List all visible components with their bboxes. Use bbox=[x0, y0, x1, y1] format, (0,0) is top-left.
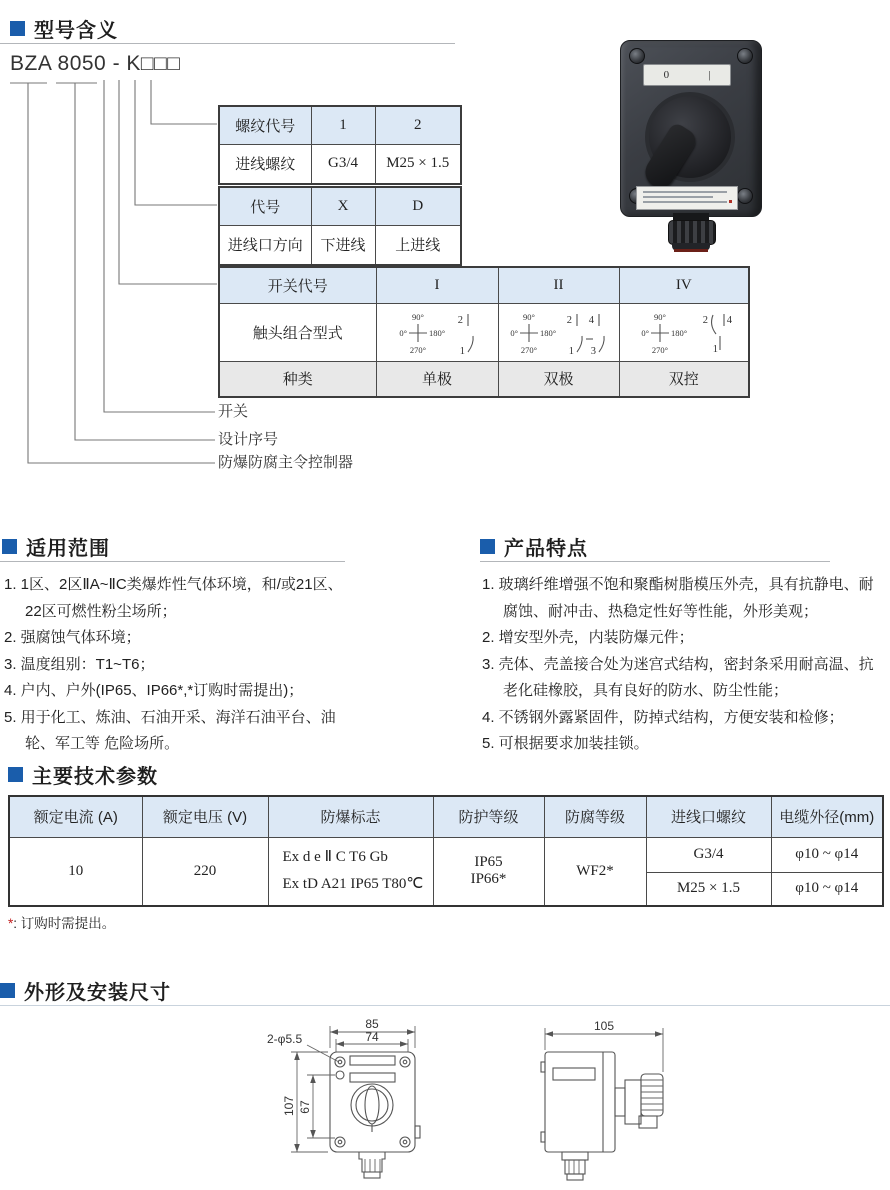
screw-icon bbox=[737, 48, 753, 64]
svg-text:0°: 0° bbox=[509, 328, 518, 338]
table-row bbox=[9, 837, 883, 872]
value-ip-rating bbox=[433, 837, 544, 906]
section-scope-rule bbox=[0, 561, 345, 562]
header-rated-voltage: 额定电压 (V) bbox=[142, 796, 268, 837]
switch-position-plate bbox=[643, 64, 731, 86]
header-rated-current: 额定电流 (A) bbox=[9, 796, 142, 837]
kind-double: 双极 bbox=[498, 361, 619, 397]
thread-code-table bbox=[218, 105, 462, 185]
value-cable-1: φ10 ~ φ14 bbox=[771, 837, 883, 872]
section-dimensions-rule bbox=[0, 1005, 890, 1006]
switch-code-2: II bbox=[498, 267, 619, 303]
inlet-direction-label: 进线口方向 bbox=[219, 225, 311, 265]
contact-type-label: 触头组合型式 bbox=[219, 303, 376, 361]
svg-text:3: 3 bbox=[590, 346, 596, 357]
svg-text:1: 1 bbox=[459, 346, 465, 357]
svg-text:90°: 90° bbox=[653, 312, 666, 322]
table-row bbox=[219, 144, 461, 184]
model-code: BZA 8050 - K□□□ bbox=[10, 52, 181, 75]
table-row bbox=[219, 303, 749, 361]
svg-text:0°: 0° bbox=[641, 328, 649, 338]
header-ex-mark: 防爆标志 bbox=[268, 796, 433, 837]
product-photo bbox=[616, 40, 768, 255]
footnote-text: : 订购时需提出。 bbox=[13, 916, 116, 931]
thread-code-2: 2 bbox=[375, 106, 461, 144]
value-ex-mark bbox=[268, 837, 433, 906]
list-item: 4. 户内、户外(IP65、IP66*,*订购时需提出)； bbox=[4, 682, 304, 699]
section-params-title: 主要技术参数 bbox=[32, 766, 158, 788]
kind-single: 单极 bbox=[376, 361, 498, 397]
inlet-direction-up: 上进线 bbox=[375, 225, 461, 265]
value-thread-1: G3/4 bbox=[646, 837, 771, 872]
direction-code-x: X bbox=[311, 187, 375, 225]
list-item: 1. 玻璃纤维增强不饱和聚酯树脂模压外壳，具有抗静电、耐腐蚀、耐冲击、热稳定性好等性能，外形美观； bbox=[482, 576, 874, 620]
contact-symbol-two-way bbox=[694, 306, 734, 358]
dim-inner-width: 74 bbox=[365, 1030, 379, 1044]
header-cable-od: 电缆外径(mm) bbox=[771, 796, 883, 837]
section-scope-header bbox=[2, 532, 110, 561]
angle-cross-diagram bbox=[503, 306, 561, 358]
list-item: 1. 1区、2区ⅡA~ⅡC类爆炸性气体环境，和/或21区、22区可燃性粉尘场所； bbox=[4, 576, 343, 620]
side-view-drawing bbox=[500, 1012, 715, 1190]
label-design-no: 设计序号 bbox=[218, 431, 279, 448]
section-scope-title: 适用范围 bbox=[26, 538, 110, 560]
list-item: 4. 不锈钢外露紧固件，防掉式结构，方便安装和检修； bbox=[482, 708, 844, 726]
plate-position-0: 0 bbox=[663, 69, 670, 81]
scope-list bbox=[4, 572, 356, 758]
svg-text:270°: 270° bbox=[409, 345, 427, 355]
header-corrosion-rating: 防腐等级 bbox=[544, 796, 646, 837]
contact-diagram-cell-1 bbox=[376, 303, 498, 361]
ip-line-2: IP66* bbox=[470, 871, 507, 888]
switch-code-table bbox=[218, 266, 750, 398]
svg-text:180°: 180° bbox=[670, 328, 687, 338]
section-model-title: 型号含义 bbox=[34, 20, 118, 42]
label-switch: 开关 bbox=[218, 403, 249, 420]
dim-outer-height: 107 bbox=[282, 1095, 296, 1117]
table-row bbox=[219, 225, 461, 265]
angle-cross-diagram bbox=[392, 306, 450, 358]
footnote-asterisk: * bbox=[8, 916, 14, 931]
header-ip-rating: 防护等级 bbox=[433, 796, 544, 837]
section-features-header bbox=[480, 532, 588, 561]
svg-text:180°: 180° bbox=[539, 328, 556, 338]
table-row bbox=[219, 267, 749, 303]
plate-position-1: | bbox=[708, 69, 711, 81]
section-dimensions-title: 外形及安装尺寸 bbox=[24, 982, 171, 1004]
dim-holes-label: 2-φ5.5 bbox=[267, 1032, 303, 1046]
nameplate bbox=[636, 186, 738, 210]
switch-code-4: IV bbox=[619, 267, 749, 303]
tech-params-table bbox=[8, 795, 884, 907]
section-bullet-icon bbox=[480, 539, 495, 554]
list-item: 3. 温度组别：T1~T6； bbox=[4, 655, 155, 673]
svg-text:0°: 0° bbox=[399, 328, 407, 338]
inlet-thread-1: G3/4 bbox=[311, 144, 375, 184]
ex-mark-line-2: Ex tD A21 IP65 T80℃ bbox=[282, 876, 424, 893]
screw-icon bbox=[629, 48, 645, 64]
value-corrosion: WF2* bbox=[544, 837, 646, 906]
contact-symbol-single-pole bbox=[452, 306, 482, 358]
svg-text:270°: 270° bbox=[520, 345, 537, 355]
list-item: 3. 壳体、壳盖接合处为迷宫式结构，密封条采用耐高温、抗老化硅橡胶，具有良好的防水、防尘性能； bbox=[482, 655, 874, 699]
inlet-direction-down: 下进线 bbox=[311, 225, 375, 265]
dim-inner-height: 67 bbox=[298, 1100, 312, 1114]
list-item: 5. 用于化工、炼油、石油开采、海洋石油平台、油轮、军工等 危险场所。 bbox=[4, 708, 336, 752]
dim-depth: 105 bbox=[593, 1019, 615, 1033]
section-features-rule bbox=[480, 561, 830, 562]
contact-symbol-double-pole bbox=[563, 306, 615, 358]
thread-code-label: 螺纹代号 bbox=[219, 106, 311, 144]
svg-text:2: 2 bbox=[702, 315, 708, 326]
ex-mark-line-1: Ex d e Ⅱ C T6 Gb bbox=[282, 849, 388, 866]
value-cable-2: φ10 ~ φ14 bbox=[771, 872, 883, 906]
front-view-drawing bbox=[255, 1012, 485, 1190]
switch-code-label: 开关代号 bbox=[219, 267, 376, 303]
list-item: 5. 可根据要求加装挂锁。 bbox=[482, 735, 649, 752]
inlet-thread-2: M25 × 1.5 bbox=[375, 144, 461, 184]
section-params-header bbox=[8, 760, 158, 789]
footnote bbox=[8, 912, 115, 932]
inlet-thread-label: 进线螺纹 bbox=[219, 144, 311, 184]
label-controller: 防爆防腐主令控制器 bbox=[218, 454, 354, 471]
section-dimensions-header bbox=[0, 976, 171, 1005]
features-list bbox=[482, 572, 888, 758]
header-inlet-thread: 进线口螺纹 bbox=[646, 796, 771, 837]
svg-text:2: 2 bbox=[457, 315, 463, 326]
direction-code-label: 代号 bbox=[219, 187, 311, 225]
direction-code-d: D bbox=[375, 187, 461, 225]
table-row bbox=[219, 187, 461, 225]
angle-cross-diagram bbox=[634, 306, 692, 358]
svg-text:90°: 90° bbox=[412, 312, 424, 322]
table-row bbox=[219, 106, 461, 144]
svg-text:4: 4 bbox=[588, 315, 594, 326]
direction-code-table bbox=[218, 186, 462, 266]
cable-gland-ring bbox=[674, 249, 708, 252]
section-model-header bbox=[10, 14, 118, 43]
section-bullet-icon bbox=[10, 21, 25, 36]
list-item: 2. 强腐蚀气体环境； bbox=[4, 629, 141, 646]
cable-gland bbox=[668, 220, 716, 245]
svg-text:4: 4 bbox=[726, 315, 732, 326]
svg-text:2: 2 bbox=[566, 315, 572, 326]
screw-icon bbox=[737, 188, 753, 204]
svg-text:1: 1 bbox=[712, 344, 718, 355]
section-features-title: 产品特点 bbox=[504, 538, 588, 560]
section-bullet-icon bbox=[8, 767, 23, 782]
switch-code-1: I bbox=[376, 267, 498, 303]
kind-two-way: 双控 bbox=[619, 361, 749, 397]
dim-outer-width: 85 bbox=[365, 1017, 379, 1031]
section-model-rule bbox=[0, 43, 455, 44]
contact-diagram-cell-4 bbox=[619, 303, 749, 361]
table-header-row bbox=[9, 796, 883, 837]
value-thread-2: M25 × 1.5 bbox=[646, 872, 771, 906]
value-rated-voltage: 220 bbox=[142, 837, 268, 906]
nameplate-mark bbox=[729, 200, 732, 203]
svg-text:180°: 180° bbox=[429, 328, 446, 338]
kind-label: 种类 bbox=[219, 361, 376, 397]
nameplate-line bbox=[643, 196, 713, 198]
contact-diagram-cell-2 bbox=[498, 303, 619, 361]
svg-text:1: 1 bbox=[568, 346, 574, 357]
cable-gland-neck bbox=[673, 213, 709, 220]
table-row bbox=[219, 361, 749, 397]
value-rated-current: 10 bbox=[9, 837, 142, 906]
thread-code-1: 1 bbox=[311, 106, 375, 144]
ip-line-1: IP65 bbox=[474, 854, 503, 871]
list-item: 2. 增安型外壳，内装防爆元件； bbox=[482, 629, 694, 646]
nameplate-line bbox=[643, 191, 727, 193]
section-bullet-icon bbox=[2, 539, 17, 554]
section-bullet-icon bbox=[0, 983, 15, 998]
svg-text:90°: 90° bbox=[522, 312, 535, 322]
nameplate-line bbox=[643, 201, 727, 203]
svg-text:270°: 270° bbox=[651, 345, 668, 355]
